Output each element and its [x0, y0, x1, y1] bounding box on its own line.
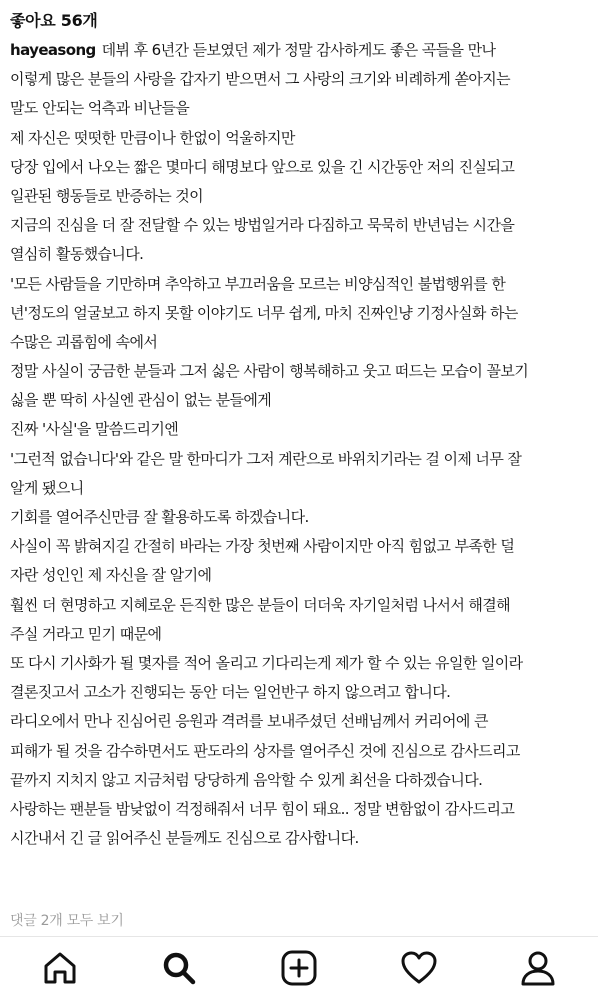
- post-caption-area: [10, 8, 592, 853]
- caption-line-text: 알게 됐으니: [10, 478, 84, 497]
- caption-line-text: 결론짓고서 고소가 진행되는 동안 더는 일언반구 하지 않으려고 합니다.: [10, 683, 451, 702]
- caption-line: [10, 153, 592, 182]
- caption-line: [10, 620, 592, 649]
- caption-line: [10, 445, 592, 474]
- caption-text: [10, 36, 592, 853]
- caption-line: [10, 707, 592, 736]
- caption-line-text: 시간내서 긴 글 읽어주신 분들께도 진심으로 감사합니다.: [10, 829, 359, 848]
- caption-line-text: 이렇게 많은 분들의 사랑을 갑자기 받으면서 그 사랑의 크기와 비례하게 쏟아지는: [10, 70, 511, 89]
- caption-line: [10, 328, 592, 357]
- tab-search[interactable]: [149, 941, 209, 995]
- caption-line-text: '모든 사람들을 기만하며 추악하고 부끄러움을 모르는 비양심적인 불법행위를 한: [10, 274, 506, 293]
- username-link[interactable]: hayeasong: [10, 41, 96, 59]
- caption-line-text: 당장 입에서 나오는 짧은 몇마디 해명보다 앞으로 있을 긴 시간동안 저의 진실되고: [10, 157, 515, 176]
- caption-line: [10, 649, 592, 678]
- likes-count[interactable]: 좋아요 56개: [10, 11, 98, 30]
- caption-line-text: 말도 안되는 억측과 비난들을: [10, 99, 190, 118]
- caption-line: [10, 415, 592, 444]
- caption-line-text: 데뷔 후 6년간 듣보였던 제가 정말 감사하게도 좋은 곡들을 만나: [101, 41, 496, 59]
- view-comments-link[interactable]: 댓글 2개 모두 보기: [10, 913, 124, 929]
- tab-home[interactable]: [30, 941, 90, 995]
- caption-line-text: 지금의 진심을 더 잘 전달할 수 있는 방법일거라 다짐하고 묵묵히 반년넘는 시간을: [10, 216, 515, 235]
- caption-line-text: 또 다시 기사화가 될 몇자를 적어 올리고 기다리는게 제가 할 수 있는 유일한 일이라: [10, 653, 523, 672]
- home-icon: [40, 948, 80, 988]
- caption-line-text: 사실이 꼭 밝혀지길 간절히 바라는 가장 첫번째 사람이지만 아직 힘없고 부족한 덜: [10, 537, 515, 556]
- bottom-tab-bar: [0, 936, 598, 999]
- tab-activity[interactable]: [389, 941, 449, 995]
- caption-line: [10, 795, 592, 824]
- caption-line-text: 자란 성인인 제 자신을 잘 알기에: [10, 566, 212, 585]
- caption-line: [10, 591, 592, 620]
- caption-line-text: 피해가 될 것을 감수하면서도 판도라의 상자를 열어주신 것에 진심으로 감사드리고: [10, 741, 520, 760]
- caption-line-text: 정말 사실이 궁금한 분들과 그저 싫은 사람이 행복해하고 웃고 떠드는 모습이 꼴보기: [10, 362, 529, 381]
- tab-profile[interactable]: [508, 941, 568, 995]
- caption-line-text: 기회를 열어주신만큼 잘 활용하도록 하겠습니다.: [10, 508, 309, 526]
- caption-line-text: 수많은 괴롭힘에 속에서: [10, 332, 158, 351]
- profile-icon: [518, 948, 558, 988]
- caption-line-text: 끝까지 지치지 않고 지금처럼 당당하게 음악할 수 있게 최선을 다하겠습니다.: [10, 770, 483, 789]
- caption-line: [10, 678, 592, 707]
- caption-line-text: 주실 거라고 믿기 때문에: [10, 624, 162, 643]
- caption-line: [10, 357, 592, 386]
- caption-line: [10, 561, 592, 590]
- caption-line: [10, 766, 592, 795]
- caption-line-text: 진짜 '사실'을 말씀드리기엔: [10, 420, 179, 439]
- caption-line-text: 사랑하는 팬분들 밤낮없이 걱정해줘서 너무 힘이 돼요.. 정말 변함없이 감사드리고: [10, 799, 515, 818]
- caption-line-text: 년'정도의 얼굴보고 하지 못할 이야기도 너무 쉽게, 마치 진짜인냥 기정사실화 하는: [10, 303, 518, 322]
- caption-line-text: 라디오에서 만나 진심어린 응원과 격려를 보내주셨던 선배님께서 커리어에 큰: [10, 712, 488, 731]
- caption-line: [10, 211, 592, 240]
- caption-line: [10, 240, 592, 269]
- add-post-icon: [279, 948, 319, 988]
- caption-line: [10, 299, 592, 328]
- caption-line: [10, 386, 592, 415]
- caption-line: [10, 737, 592, 766]
- tab-add-post[interactable]: [269, 941, 329, 995]
- heart-icon: [399, 948, 439, 988]
- caption-line: [10, 824, 592, 853]
- caption-line: [10, 65, 592, 94]
- caption-line-text: '그런적 없습니다'와 같은 말 한마디가 그저 계란으로 바위치기라는 걸 이제 너무 잘: [10, 449, 522, 468]
- caption-line-text: 훨씬 더 현명하고 지혜로운 든직한 많은 분들이 더더욱 자기일처럼 나서서 해결해: [10, 595, 511, 614]
- caption-line-text: 열심히 활동했습니다.: [10, 245, 144, 264]
- caption-line-text: 싫을 뿐 딱히 사실엔 관심이 없는 분들에게: [10, 391, 272, 410]
- caption-line: [10, 124, 592, 153]
- caption-line: [10, 503, 592, 532]
- caption-line: [10, 532, 592, 561]
- caption-line: [10, 36, 592, 65]
- caption-line: [10, 474, 592, 503]
- caption-line-text: 일관된 행동들로 반증하는 것이: [10, 186, 204, 205]
- caption-line: [10, 182, 592, 211]
- search-icon: [159, 948, 199, 988]
- caption-line: [10, 94, 592, 123]
- caption-line-text: 제 자신은 떳떳한 만큼이나 한없이 억울하지만: [10, 128, 295, 147]
- caption-line: [10, 270, 592, 299]
